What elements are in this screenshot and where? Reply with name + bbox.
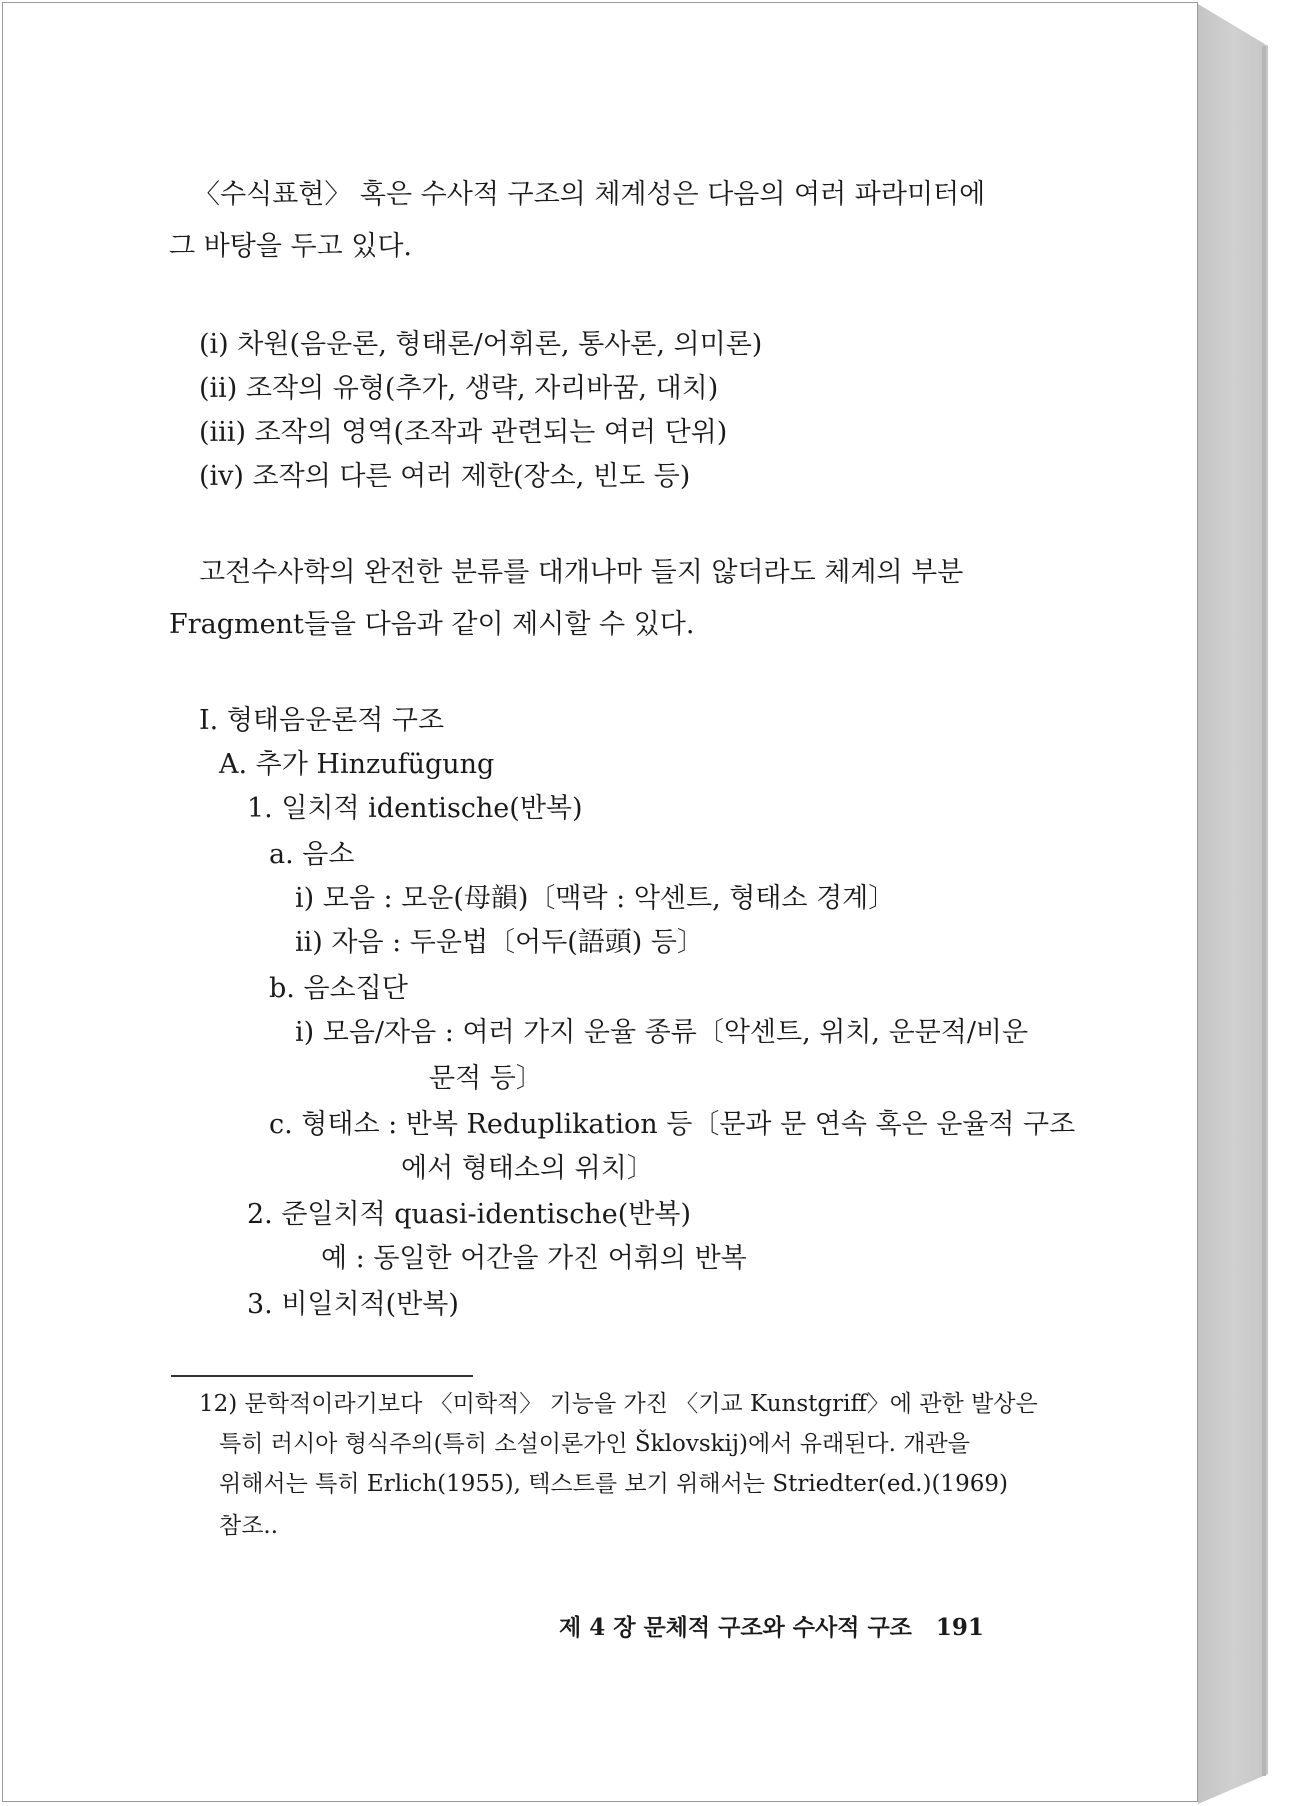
param-item-3: (ⅲ) 조작의 영역(조작과 관련되는 여러 단위) xyxy=(199,417,728,448)
book-page xyxy=(2,2,1198,1802)
outline-item-1c-cont: 에서 형태소의 위치〕 xyxy=(401,1153,654,1184)
param-item-2: (ⅱ) 조작의 유형(추가, 생략, 자리바꿈, 대치) xyxy=(199,373,719,404)
outline-item-1: 1. 일치적 identische(반복) xyxy=(247,793,583,824)
outline-item-1c: c. 형태소 : 반복 Reduplikation 등〔문과 문 연속 혹은 운율적 구조 xyxy=(269,1109,1076,1140)
param-item-4: (ⅳ) 조작의 다른 여러 제한(장소, 빈도 등) xyxy=(199,461,691,492)
outline-item-3: 3. 비일치적(반복) xyxy=(247,1289,459,1320)
book-side-edge xyxy=(1198,4,1268,1804)
page-footer xyxy=(559,1609,984,1642)
footnote-rule xyxy=(171,1375,473,1377)
outline-item-1a-ii: ii) 자음 : 두운법〔어두(語頭) 등〕 xyxy=(295,927,704,958)
outline-item-1a: a. 음소 xyxy=(269,839,355,870)
footnote-line-3: 위해서는 특히 Erlich(1955), 텍스트를 보기 위해서는 Striedter(ed.)(1969) xyxy=(219,1471,1008,1497)
footnote-line-4: 참조.. xyxy=(219,1513,279,1539)
paragraph-2-line-1: 고전수사학의 완전한 분류를 대개나마 들지 않더라도 체계의 부분 xyxy=(199,557,964,588)
param-item-1: (ⅰ) 차원(음운론, 형태론/어휘론, 통사론, 의미론) xyxy=(199,329,763,360)
outline-item-1a-i: i) 모음 : 모운(母韻)〔맥락 : 악센트, 형태소 경계〕 xyxy=(295,883,896,914)
paragraph-1-line-1: 〈수식표현〉 혹은 수사적 구조의 체계성은 다음의 여러 파라미터에 xyxy=(193,179,986,210)
outline-item-1b-i: i) 모음/자음 : 여러 가지 운율 종류〔악센트, 위치, 운문적/비운 xyxy=(295,1017,1029,1048)
chapter-title: 제 4 장 문체적 구조와 수사적 구조 xyxy=(559,1614,912,1641)
paragraph-2-line-2: Fragment들을 다음과 같이 제시할 수 있다. xyxy=(169,609,695,640)
outline-item-2-example: 예 : 동일한 어간을 가진 어휘의 반복 xyxy=(321,1243,747,1274)
outline-item-a: A. 추가 Hinzufügung xyxy=(219,749,495,780)
outline-item-2: 2. 준일치적 quasi-identische(반복) xyxy=(247,1199,691,1230)
outline-heading-1: Ⅰ. 형태음운론적 구조 xyxy=(199,705,445,736)
paragraph-1-line-2: 그 바탕을 두고 있다. xyxy=(169,231,412,262)
footnote-line-2: 특히 러시아 형식주의(특히 소설이론가인 Šklovskij)에서 유래된다. 개관을 xyxy=(219,1431,970,1457)
outline-item-1b-i-cont: 문적 등〕 xyxy=(429,1063,543,1094)
footnote-line-1: 12) 문학적이라기보다 〈미학적〉 기능을 가진 〈기교 Kunstgriff〉에 관한 발상은 xyxy=(199,1391,1038,1417)
book-side-shadow xyxy=(1262,46,1266,1776)
page-number: 191 xyxy=(935,1614,984,1641)
outline-item-1b: b. 음소집단 xyxy=(269,973,408,1004)
